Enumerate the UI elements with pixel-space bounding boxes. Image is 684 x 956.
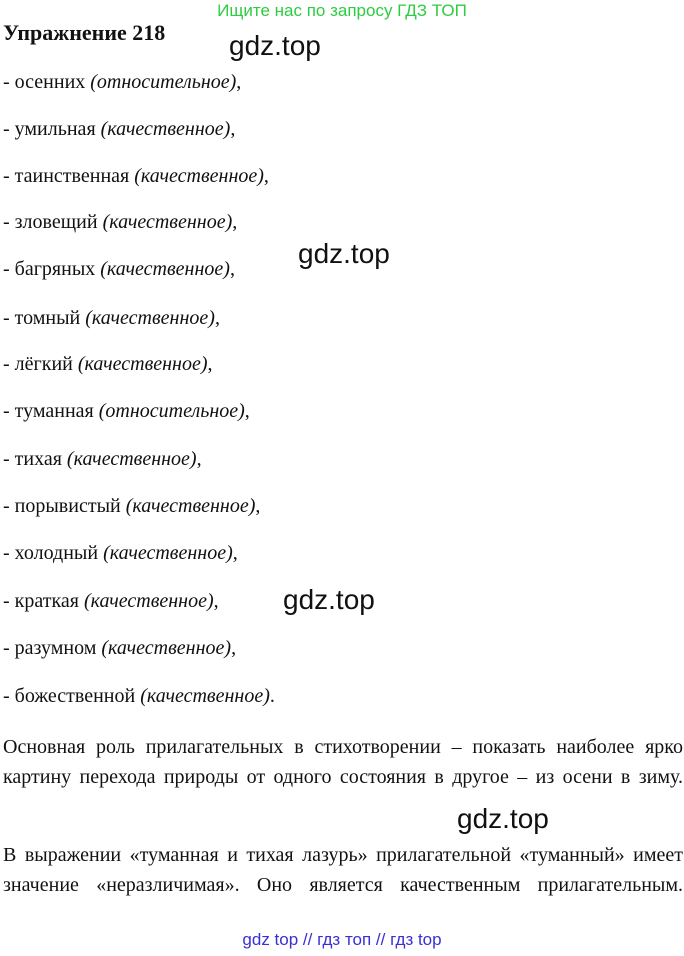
item-punctuation: , bbox=[244, 400, 250, 422]
watermark: gdz.top bbox=[457, 803, 549, 834]
adjective-word: - лёгкий bbox=[3, 353, 73, 375]
list-item bbox=[3, 637, 236, 660]
list-item bbox=[3, 542, 238, 565]
adjective-word: - разумном bbox=[3, 637, 97, 659]
adjective-type: (относительное) bbox=[98, 400, 245, 422]
item-punctuation: , bbox=[214, 307, 220, 329]
watermark: gdz.top bbox=[229, 30, 321, 61]
item-punctuation: , bbox=[230, 118, 236, 140]
adjective-type: (качественное) bbox=[134, 165, 264, 187]
adjective-type: (качественное) bbox=[140, 685, 270, 707]
paragraph-main-role: Основная роль прилагательных в стихотворении – показать наиболее ярко картину перехода природы от одного состояния в другое – из осени в зиму. bbox=[3, 736, 683, 788]
list-item bbox=[3, 118, 235, 141]
list-item bbox=[3, 448, 202, 471]
list-item bbox=[3, 400, 250, 423]
list-item bbox=[3, 590, 219, 613]
adjective-type: (качественное) bbox=[101, 637, 232, 659]
watermark: gdz.top bbox=[283, 584, 375, 615]
adjective-type: (качественное) bbox=[83, 590, 214, 612]
adjective-type: (качественное) bbox=[77, 353, 208, 375]
adjective-type: (качественное) bbox=[125, 495, 256, 517]
item-punctuation: , bbox=[231, 637, 237, 659]
top-banner[interactable]: Ищите нас по запросу ГДЗ ТОП bbox=[217, 1, 467, 20]
adjective-word: - умильная bbox=[3, 118, 96, 140]
list-item bbox=[3, 307, 220, 330]
list-item bbox=[3, 71, 241, 94]
adjective-word: - багряных bbox=[3, 258, 96, 280]
list-item bbox=[3, 685, 275, 708]
adjective-word: - порывистый bbox=[3, 495, 121, 517]
footer-links[interactable]: gdz top // гдз топ // гдз top bbox=[242, 930, 442, 949]
item-punctuation: , bbox=[229, 258, 235, 280]
item-punctuation: , bbox=[236, 71, 242, 93]
watermark: gdz.top bbox=[298, 238, 390, 269]
list-item bbox=[3, 258, 235, 281]
item-punctuation: , bbox=[213, 590, 219, 612]
adjective-word: - краткая bbox=[3, 590, 79, 612]
adjective-word: - зловещий bbox=[3, 211, 98, 233]
item-punctuation: , bbox=[207, 353, 213, 375]
item-punctuation: . bbox=[269, 685, 275, 707]
adjective-type: (качественное) bbox=[102, 211, 233, 233]
adjective-type: (качественное) bbox=[100, 118, 231, 140]
exercise-heading: Упражнение 218 bbox=[3, 20, 166, 45]
adjective-word: - томный bbox=[3, 307, 81, 329]
adjective-word: - таинственная bbox=[3, 165, 130, 187]
adjective-type: (относительное) bbox=[90, 71, 237, 93]
item-punctuation: , bbox=[255, 495, 261, 517]
item-punctuation: , bbox=[232, 211, 238, 233]
item-punctuation: , bbox=[263, 165, 269, 187]
adjective-word: - холодный bbox=[3, 542, 99, 564]
adjective-type: (качественное) bbox=[100, 258, 230, 280]
adjective-word: - божественной bbox=[3, 685, 136, 707]
adjective-type: (качественное) bbox=[103, 542, 233, 564]
adjective-word: - осенних bbox=[3, 71, 86, 93]
adjective-word: - тихая bbox=[3, 448, 62, 470]
list-item bbox=[3, 495, 260, 518]
adjective-type: (качественное) bbox=[66, 448, 197, 470]
list-item bbox=[3, 211, 237, 234]
list-item bbox=[3, 165, 269, 188]
item-punctuation: , bbox=[232, 542, 238, 564]
adjective-word: - туманная bbox=[3, 400, 94, 422]
paragraph-expression: В выражении «туманная и тихая лазурь» прилагательной «туманный» имеет значение «неразличимая». Оно является качественным прилагательным. bbox=[3, 844, 683, 896]
list-item bbox=[3, 353, 213, 376]
item-punctuation: , bbox=[196, 448, 202, 470]
adjective-type: (качественное) bbox=[85, 307, 215, 329]
